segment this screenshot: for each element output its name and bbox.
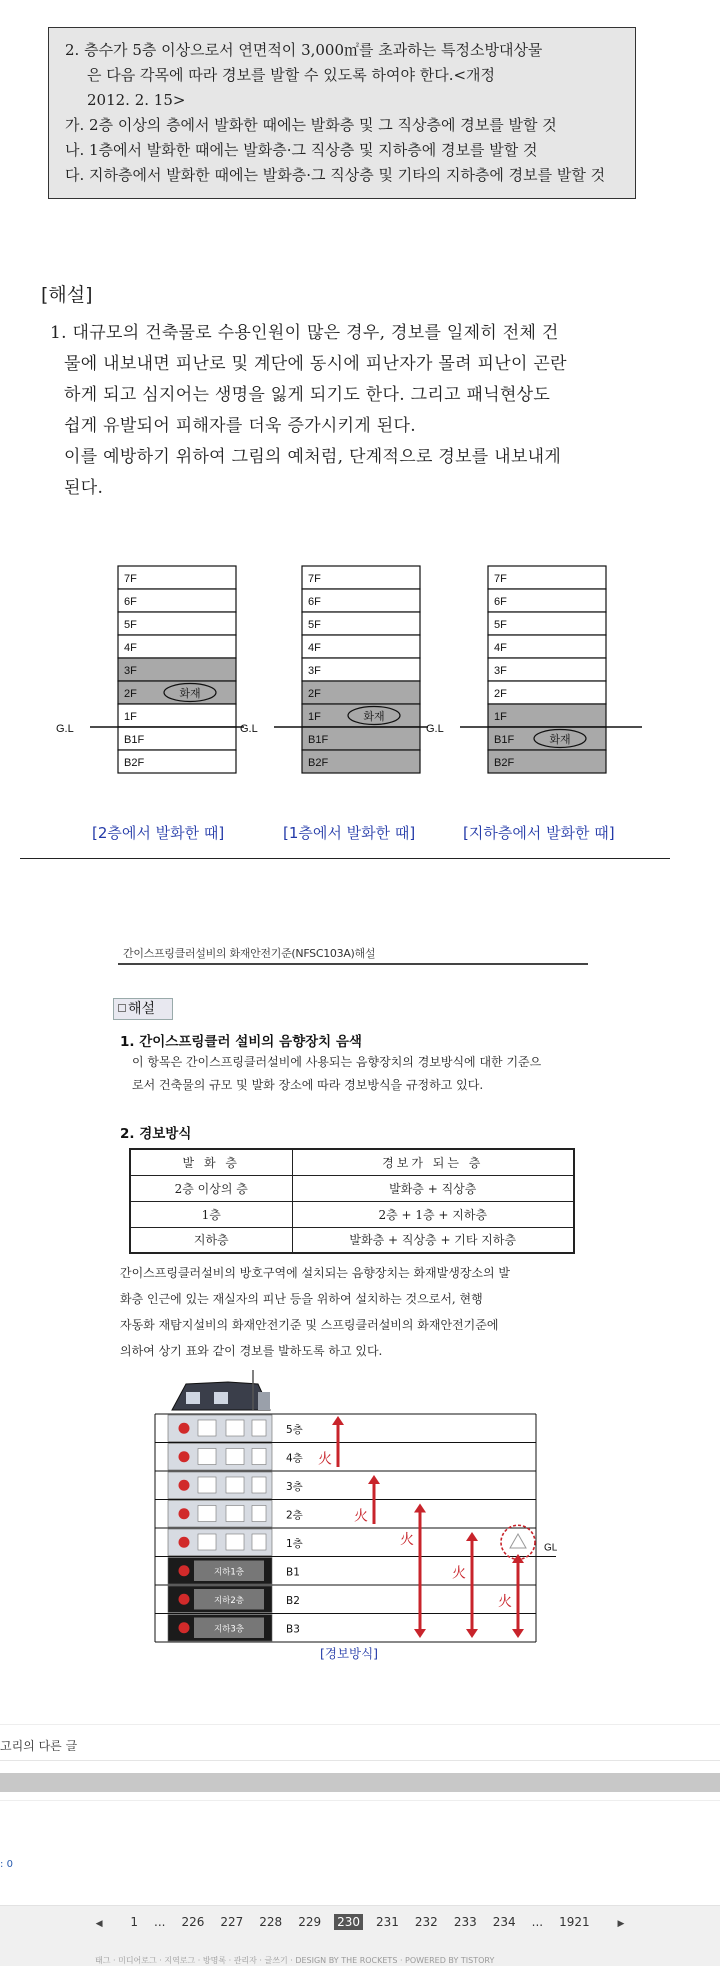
table-header: 발 화 층 [130, 1149, 292, 1175]
page-link[interactable]: 233 [453, 1915, 477, 1929]
table-cell: 2층 + 1층 + 지하층 [292, 1201, 574, 1227]
page-link[interactable]: 234 [492, 1915, 516, 1929]
floor-label: B1 [286, 1566, 300, 1579]
section-1-text: 이 항목은 간이스프링클러설비에 사용되는 음향장치의 경보방식에 대한 기준으 로서 건축물의 규모 및 발화 장소에 따라 경보방식을 규정하고 있다. [132, 1055, 542, 1092]
floor-label: 2F [494, 688, 507, 700]
haeseol-heading: [해설] [41, 284, 93, 306]
alarm-method-illustration [0, 1370, 720, 1670]
basement-label: 지하2층 [213, 1596, 245, 1606]
page-link[interactable]: 232 [414, 1915, 438, 1929]
floor-label: 5F [124, 619, 137, 631]
explanation-line: 된다. [64, 478, 104, 498]
alarm-bell-icon [179, 1594, 190, 1605]
divider [20, 858, 670, 859]
fire-char: 火 [354, 1508, 368, 1525]
table-cell: 1층 [130, 1201, 292, 1227]
floor-label: 6F [494, 596, 507, 608]
building-floor [155, 1443, 536, 1471]
arrow-head-down [512, 1629, 524, 1638]
floor-label: 5F [494, 619, 507, 631]
comment-count-link[interactable]: : 0 [0, 1859, 13, 1870]
floor-label: 1F [308, 711, 321, 723]
basement-label: 지하3층 [213, 1624, 245, 1635]
window [252, 1477, 266, 1493]
floor-label: 4층 [286, 1452, 303, 1465]
page-link[interactable]: 1 [130, 1915, 139, 1929]
table-row [130, 1175, 574, 1201]
alarm-arrow-b2 [512, 1554, 524, 1638]
alarm-bell-icon [179, 1565, 190, 1576]
floor-label: B3 [286, 1623, 300, 1636]
explanation-line: 하게 되고 심지어는 생명을 잃게 되기도 한다. 그리고 패닉현상도 [64, 385, 551, 405]
alarm-paragraph: 간이스프링클러설비의 방호구역에 설치되는 음향장치는 화재발생장소의 발 화층 인근에 있는 재실자의 피난 등을 위하여 설치하는 것으로서, 현행 자동화 재탐지설비의 화재안전기준 및 스프링클러설비의 화재안전기준에 의하여 상기 표와 같이 경보를 발하도록 하고 있다. [120, 1266, 511, 1358]
floor-label: 5층 [286, 1424, 303, 1436]
fire-label: 화재 [549, 733, 571, 746]
floor-label: 4F [494, 642, 507, 654]
section-2-title: 2. 경보방식 [120, 1126, 192, 1142]
floor-label: 3F [124, 665, 137, 677]
floor-label: 4F [308, 642, 321, 654]
ground-label: GL [544, 1542, 558, 1554]
floor-label: 3F [308, 665, 321, 677]
roof-window [186, 1392, 200, 1404]
page-link[interactable]: 227 [220, 1915, 244, 1929]
next-page-icon[interactable]: ▶ [617, 1919, 625, 1929]
table-header: 경보가 되는 층 [292, 1149, 574, 1175]
table-cell: 2층 이상의 층 [130, 1175, 292, 1201]
table-row [130, 1227, 574, 1253]
floor-label: 4F [124, 642, 137, 654]
pagination [0, 1913, 720, 1931]
haeseol-tag: 해설 [113, 998, 173, 1020]
floor-label: 7F [124, 573, 137, 585]
ground-label: G.L [240, 723, 258, 735]
law-item-2-date: 2012. 2. 15> [87, 91, 186, 109]
law-item-da: 다. 지하층에서 발화한 때에는 발화층·그 직상층 및 기타의 지하층에 경보를 발할 것 [65, 166, 606, 184]
divider [0, 1760, 720, 1761]
building-floor [155, 1557, 536, 1585]
alarm-method-table [129, 1148, 575, 1254]
arrow-head-up-white [510, 1534, 526, 1548]
explanation-line: 쉽게 유발되어 피해자를 더욱 증가시키게 된다. [64, 416, 416, 436]
law-excerpt-box [48, 27, 636, 199]
floor-label: 7F [308, 573, 321, 585]
table-cell: 지하층 [130, 1227, 292, 1253]
floor-label: B2F [308, 757, 329, 769]
window [198, 1477, 216, 1493]
floor-label: 1층 [286, 1538, 303, 1550]
fire-label: 화재 [363, 710, 385, 723]
law-item-ga: 가. 2층 이상의 층에서 발화한 때에는 발화층 및 그 직상층에 경보를 발할 것 [65, 116, 557, 134]
floor-label: 3F [494, 665, 507, 677]
window [252, 1449, 266, 1465]
roof-window [214, 1392, 228, 1404]
building-roof [172, 1370, 270, 1410]
divider [0, 1800, 720, 1801]
fire-char: 火 [498, 1594, 512, 1610]
window [198, 1506, 216, 1522]
window [226, 1477, 244, 1493]
building-2 [240, 566, 428, 773]
alarm-bell-icon [179, 1480, 190, 1491]
floor-label: 2F [124, 688, 137, 700]
floor-label: B2F [494, 757, 515, 769]
alarm-bell-icon [179, 1537, 190, 1548]
floor-label: 5F [308, 619, 321, 631]
fire-char: 火 [318, 1451, 332, 1468]
building-1 [56, 566, 244, 773]
table-header-row [130, 1149, 574, 1175]
alarm-arrow-4f [332, 1416, 344, 1467]
arrow-head-down [466, 1629, 478, 1638]
window [252, 1420, 266, 1436]
arrow-head-up [414, 1504, 426, 1513]
section-1-title: 1. 간이스프링클러 설비의 음향장치 음색 [120, 1034, 362, 1050]
floor-label: 7F [494, 573, 507, 585]
page-link[interactable]: 230 [334, 1914, 363, 1930]
caption-2f: [2층에서 발화한 때] [92, 824, 225, 842]
floor-label: B1F [308, 734, 329, 746]
floor-label: 3층 [286, 1481, 303, 1493]
building-floor [155, 1614, 536, 1642]
table-cell: 발화층 + 직상층 + 기타 지하층 [292, 1227, 574, 1253]
law-item-2-cont: 은 다음 각목에 따라 경보를 발할 수 있도록 하여야 한다.<개정 [87, 66, 496, 84]
fire-label: 화재 [179, 687, 201, 700]
illustration-caption: [경보방식] [320, 1646, 379, 1661]
explanation-line: 물에 내보내면 피난로 및 계단에 동시에 피난자가 몰려 피난이 곤란 [64, 354, 567, 374]
floor-label: B1F [124, 734, 145, 746]
square-icon [118, 1004, 126, 1012]
floor-label: B2F [124, 757, 145, 769]
arrow-head-up [368, 1475, 380, 1484]
other-posts-bar [0, 1773, 720, 1792]
window [198, 1449, 216, 1465]
window [252, 1534, 266, 1550]
floor-alarm-diagram [0, 560, 720, 860]
alarm-bell-icon [179, 1622, 190, 1633]
window [252, 1506, 266, 1522]
floor-label: 2층 [286, 1509, 303, 1522]
floor-label: 6F [308, 596, 321, 608]
building-floor [155, 1528, 536, 1556]
page-link[interactable]: 1921 [559, 1915, 590, 1929]
alarm-bell-icon [179, 1451, 190, 1462]
page-link[interactable]: 226 [181, 1915, 205, 1929]
window [226, 1534, 244, 1550]
window [226, 1420, 244, 1436]
caption-1f: [1층에서 발화한 때] [283, 824, 416, 842]
page-link[interactable]: 228 [259, 1915, 283, 1929]
building-3 [426, 566, 642, 773]
law-item-na: 나. 1층에서 발화한 때에는 발화층·그 직상층 및 지하층에 경보를 발할 것 [65, 141, 538, 159]
explanation-paragraph [50, 318, 640, 504]
table-cell: 발화층 + 직상층 [292, 1175, 574, 1201]
footer-links[interactable]: 태그 · 미디어로그 · 지역로그 · 방명록 · 관리자 · 글쓰기 · DESIGN BY THE ROCKETS · POWERED BY TISTORY [95, 1956, 495, 1965]
basement-label: 지하1층 [213, 1567, 245, 1578]
arrow-head-up [466, 1532, 478, 1541]
divider [0, 1724, 720, 1725]
window [226, 1449, 244, 1465]
roof-block [258, 1392, 270, 1410]
pager-ellipsis: ... [531, 1915, 544, 1929]
header-rule [118, 963, 588, 965]
handbook-header: 간이스프링클러설비의 화재안전기준(NFSC103A)해설 [123, 947, 376, 960]
window [198, 1420, 216, 1436]
floor-label: 1F [124, 711, 137, 723]
floor-label: 6F [124, 596, 137, 608]
ground-label: G.L [56, 723, 74, 735]
alarm-arrow-1f [414, 1504, 426, 1639]
fire-char: 火 [400, 1532, 414, 1548]
building-floor [155, 1585, 536, 1613]
window [226, 1506, 244, 1522]
category-other-posts-link[interactable]: 고리의 다른 글 [0, 1739, 78, 1753]
caption-basement: [지하층에서 발화한 때] [463, 824, 615, 842]
building-floor [155, 1414, 536, 1442]
alarm-bell-icon [179, 1508, 190, 1519]
arrow-head-down [414, 1629, 426, 1638]
ground-label: G.L [426, 723, 444, 735]
floor-label: 2F [308, 688, 321, 700]
floor-label: 1F [494, 711, 507, 723]
alarm-bell-icon [179, 1423, 190, 1434]
explanation-line: 1. 대규모의 건축물로 수용인원이 많은 경우, 경보를 일제히 전체 건 [50, 323, 559, 343]
explanation-line: 이를 예방하기 위하여 그림의 예처럼, 단계적으로 경보를 내보내게 [64, 447, 562, 467]
arrow-head-up [332, 1416, 344, 1425]
floor-label: B2 [286, 1595, 300, 1607]
pager-ellipsis: ... [154, 1915, 166, 1929]
page-link[interactable]: 229 [298, 1915, 322, 1929]
prev-page-icon[interactable]: ◀ [95, 1919, 103, 1929]
building-floor [155, 1500, 536, 1528]
fire-char: 火 [452, 1565, 466, 1582]
floor-label: B1F [494, 734, 515, 746]
window [198, 1534, 216, 1550]
building-floor [155, 1471, 536, 1499]
table-row [130, 1201, 574, 1227]
page-link[interactable]: 231 [376, 1915, 399, 1929]
law-item-2: 2. 층수가 5층 이상으로서 연면적이 3,000㎡를 초과하는 특정소방대상물 [65, 41, 543, 59]
